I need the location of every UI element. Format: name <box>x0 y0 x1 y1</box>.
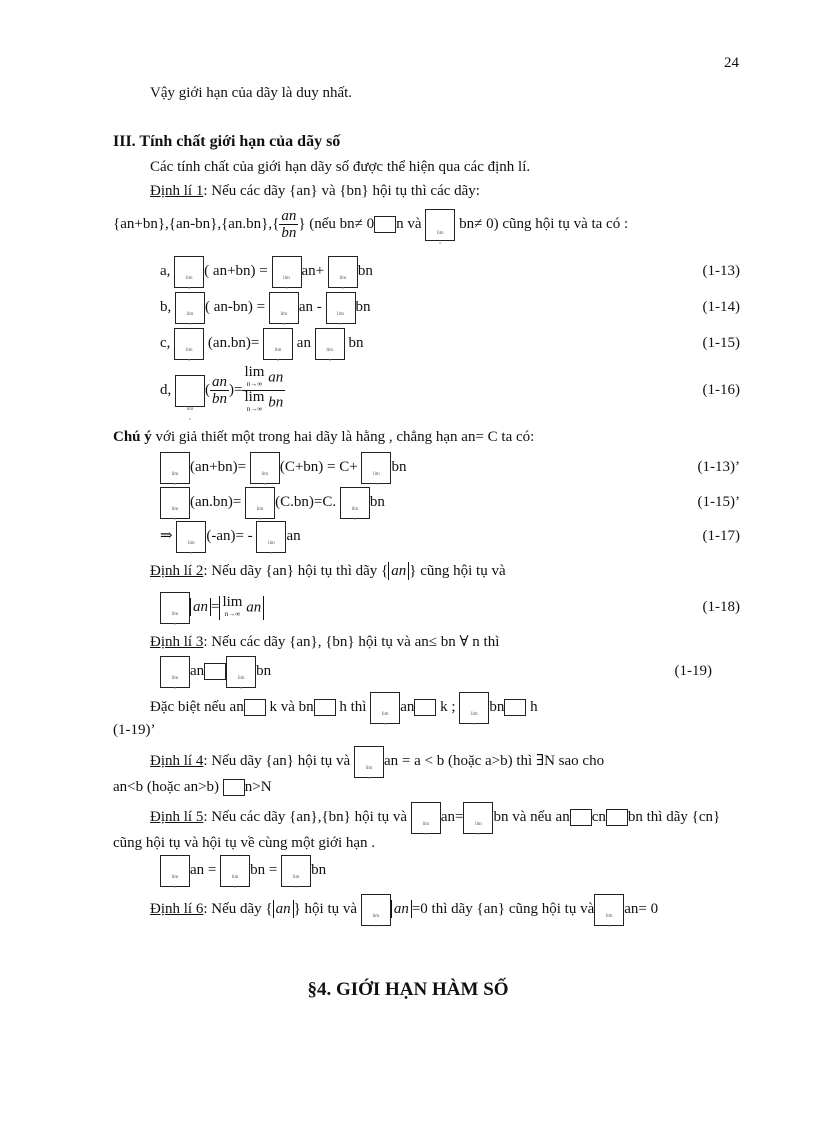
formula-a: a, n lim ( an+bn) = n lim an+ n lim bn (1-13) <box>160 255 740 288</box>
section-title: III. Tính chất giới hạn của dãy số <box>113 133 341 150</box>
lim-image-box <box>459 692 489 724</box>
theorem-1-cond: } (nếu bn≠ 0 <box>298 216 375 232</box>
intro-text: Các tính chất của giới hạn dãy số được thể hiện qua các định lí. <box>150 159 531 175</box>
lim-image-box <box>245 487 275 519</box>
abs-an: an <box>388 562 409 580</box>
lim-image-box <box>256 521 286 553</box>
lim-image-box <box>354 746 384 778</box>
lim-image-box <box>226 656 256 688</box>
theorem-3-formula: n limann lim bn (1-19) <box>160 655 712 688</box>
missing-symbol-box <box>374 216 396 233</box>
formula-d: d, n lim ( $\frac{an}{bn}$ )= lim n→∞ an lim n→∞ bn (1-16) <box>160 362 740 418</box>
lim-image-box <box>272 256 302 288</box>
missing-symbol-box <box>414 699 436 716</box>
missing-symbol-box <box>204 663 226 680</box>
lim-image-box <box>175 375 205 407</box>
theorem-2-line: Định lí 2: Nếu dãy {an} hội tụ thì dãy { an } cũng hội tụ và <box>150 563 506 579</box>
formula-number: (1-15) <box>702 335 740 351</box>
lim-image-box <box>160 592 190 624</box>
lim-image-box <box>250 452 280 484</box>
lim-image-box <box>176 521 206 553</box>
note-line: Chú ý với giả thiết một trong hai dãy là hằng , chẳng hạn an= C ta có: <box>113 429 535 445</box>
lim-image-box <box>160 452 190 484</box>
lim-image-box <box>326 292 356 324</box>
missing-symbol-box <box>606 809 628 826</box>
chapter-title: §4. GIỚI HẠN HÀM SỐ <box>307 979 509 1000</box>
lim-image-box <box>174 328 204 360</box>
theorem-3-line: Định lí 3: Nếu các dãy {an}, {bn} hội tụ và an≤ bn ∀ n thì <box>150 634 500 650</box>
lim-image-box <box>160 855 190 887</box>
uniqueness-line: Vậy giới hạn của dãy là duy nhất. <box>150 85 353 101</box>
lim-image-box <box>315 328 345 360</box>
missing-symbol-box <box>504 699 526 716</box>
theorem-1-line <box>150 182 480 200</box>
lim-image-box <box>269 292 299 324</box>
formula-number: (1-13) <box>702 263 740 279</box>
lim-image-box <box>263 328 293 360</box>
lim-image-box <box>411 802 441 834</box>
theorem-1-cond2: n và <box>396 216 422 232</box>
lim-image-box <box>361 452 391 484</box>
lim-image-box <box>361 894 391 926</box>
lim-image-box <box>463 802 493 834</box>
theorem-6-line: Định lí 6: Nếu dãy { an } hội tụ và n lim an =0 thì dãy {an} cũng hội tụ vàn lim an= 0 <box>150 893 658 926</box>
theorem-1-cond3: bn≠ 0) cũng hội tụ và ta có : <box>459 216 629 232</box>
limit-quotient: lim n→∞ an lim n→∞ bn <box>244 364 284 414</box>
missing-symbol-box <box>570 809 592 826</box>
lim-image-box <box>160 656 190 688</box>
theorem-4-line2: an<b (hoặc an>b) n>N <box>113 779 272 795</box>
note-formula-2: n lim(an.bn)= n lim (C.bn)=C. n lim bn (1-15)’ <box>160 486 740 519</box>
theorem-1-text: : Nếu các dãy {an} và {bn} hội tụ thì các dãy: <box>203 183 480 199</box>
theorem-4-line: Định lí 4: Nếu dãy {an} hội tụ và n lim an = a < b (hoặc a>b) thì ∃N sao cho <box>150 745 604 778</box>
lim-image-box <box>594 894 624 926</box>
formula-c: c, n lim (an.bn)= n lim an n lim bn (1-15) <box>160 327 740 360</box>
note-formula-1: n lim(an+bn)= n lim (C+bn) = C+ n lim bn (1-13)’ <box>160 451 740 484</box>
formula-b: b, n lim ( an-bn) = n lim an - n lim bn (1-14) <box>160 291 740 324</box>
lim-image-box <box>175 292 205 324</box>
page-number: 24 <box>724 55 739 71</box>
lim-image-box <box>174 256 204 288</box>
theorem-1-list: {an+bn},{an-bn},{an.bn},{ <box>113 216 280 232</box>
fraction-an-bn: $\frac{an}{bn}$ <box>212 374 227 408</box>
missing-symbol-box <box>314 699 336 716</box>
note-head: Chú ý <box>113 429 152 445</box>
note-formula-3: ⇒ n lim (-an)= - n lim an (1-17) <box>160 520 740 553</box>
lim-image-box <box>160 487 190 519</box>
missing-symbol-box <box>223 779 245 796</box>
formula-number: (1-14) <box>702 299 740 315</box>
theorem-3-number: (1-19)’ <box>113 722 156 738</box>
theorem-1-list-line <box>113 206 628 242</box>
lim-image-box <box>281 855 311 887</box>
missing-symbol-box <box>244 699 266 716</box>
fraction-an-bn: $\frac{an}{bn}$ <box>281 208 297 242</box>
theorem-1-label: Định lí 1 <box>150 183 204 199</box>
theorem-5-line: Định lí 5: Nếu các dãy {an},{bn} hội tụ và n lim an=n lim bn và nếu an cn bn thì dãy {cn} <box>150 801 720 834</box>
theorem-3-special: Đặc biệt nếu an k và bn h thì n lim an k ; n lim bn h <box>150 691 538 724</box>
lim-image-box <box>328 256 358 288</box>
theorem-5-formula: n liman = n lim bn = n lim bn <box>160 854 326 887</box>
formula-number: (1-16) <box>702 382 740 398</box>
lim-image-box <box>220 855 250 887</box>
theorem-5-line2: cũng hội tụ và hội tụ về cùng một giới hạn . <box>113 835 376 851</box>
lim-image-box <box>425 209 455 241</box>
lim-image-box <box>340 487 370 519</box>
lim-image-box <box>370 692 400 724</box>
theorem-2-formula: n liman = lim n→∞ an (1-18) <box>160 591 740 624</box>
